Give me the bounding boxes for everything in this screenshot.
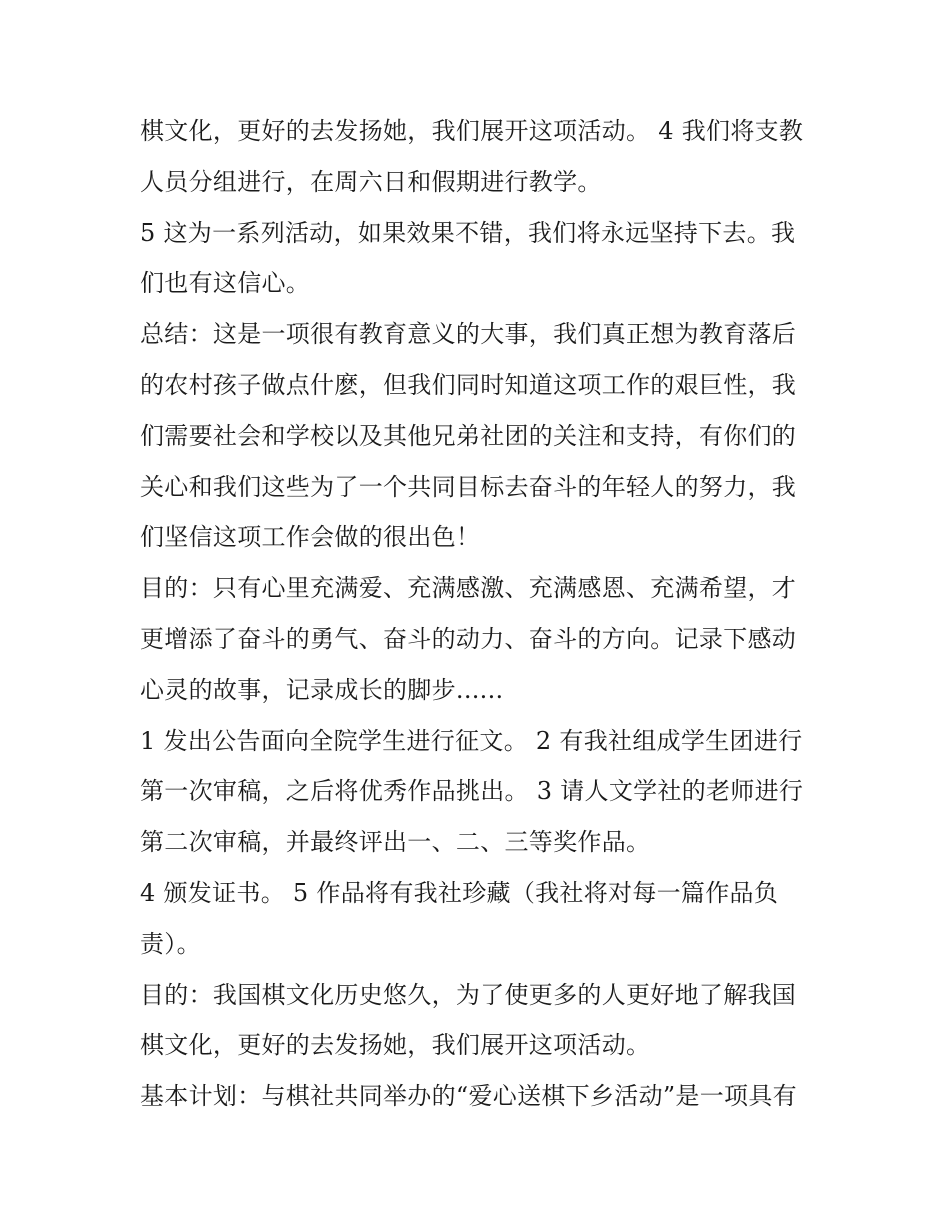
paragraph-basic-plan <box>140 1071 820 1122</box>
text-line: 们也有这信心。 <box>140 269 311 298</box>
text-line: 5 这为一系列活动，如果效果不错，我们将永远坚持下去。我 <box>140 218 796 247</box>
text-line: 责）。 <box>140 929 201 958</box>
paragraph-certificates <box>140 868 820 970</box>
text-line: 总结：这是一项很有教育意义的大事，我们真正想为教育落后 <box>140 320 797 349</box>
text-line: 人员分组进行，在周六日和假期进行教学。 <box>140 167 602 196</box>
text-line: 第二次审稿，并最终评出一、二、三等奖作品。 <box>140 828 651 857</box>
text-line: 们坚信这项工作会做的很出色！ <box>140 523 481 552</box>
text-line: 们需要社会和学校以及其他兄弟社团的关注和支持，有你们的 <box>140 421 797 450</box>
text-line: 第一次审稿，之后将优秀作品挑出。 3 请人文学社的老师进行 <box>140 777 804 806</box>
text-line: 基本计划：与棋社共同举办的“爱心送棋下乡活动”是一项具有 <box>140 1082 797 1111</box>
paragraph-purpose-chess <box>140 970 820 1072</box>
paragraph-purpose-essay <box>140 563 820 715</box>
text-line: 关心和我们这些为了一个共同目标去奋斗的年轻人的努力，我 <box>140 472 797 501</box>
text-line: 更增添了奋斗的勇气、奋斗的动力、奋斗的方向。记录下感动 <box>140 624 797 653</box>
text-line: 1 发出公告面向全院学生进行征文。 2 有我社组成学生团进行 <box>140 726 803 755</box>
text-line: 棋文化，更好的去发扬她，我们展开这项活动。 <box>140 1031 651 1060</box>
text-line: 目的：只有心里充满爱、充满感激、充满感恩、充满希望，才 <box>140 574 797 603</box>
text-line: 目的：我国棋文化历史悠久，为了使更多的人更好地了解我国 <box>140 980 797 1009</box>
paragraph-essay-steps <box>140 716 820 868</box>
text-line: 的农村孩子做点什麽，但我们同时知道这项工作的艰巨性，我 <box>140 370 797 399</box>
text-line: 棋文化，更好的去发扬她，我们展开这项活动。 4 我们将支教 <box>140 117 804 145</box>
text-line: 4 颁发证书。 5 作品将有我社珍藏（我社将对每一篇作品负 <box>140 878 779 907</box>
paragraph-teaching-plan <box>140 106 820 208</box>
paragraph-summary <box>140 309 820 563</box>
paragraph-series-activity <box>140 208 820 310</box>
document-page <box>140 106 820 1122</box>
text-line: 心灵的故事，记录成长的脚步...... <box>140 675 504 704</box>
